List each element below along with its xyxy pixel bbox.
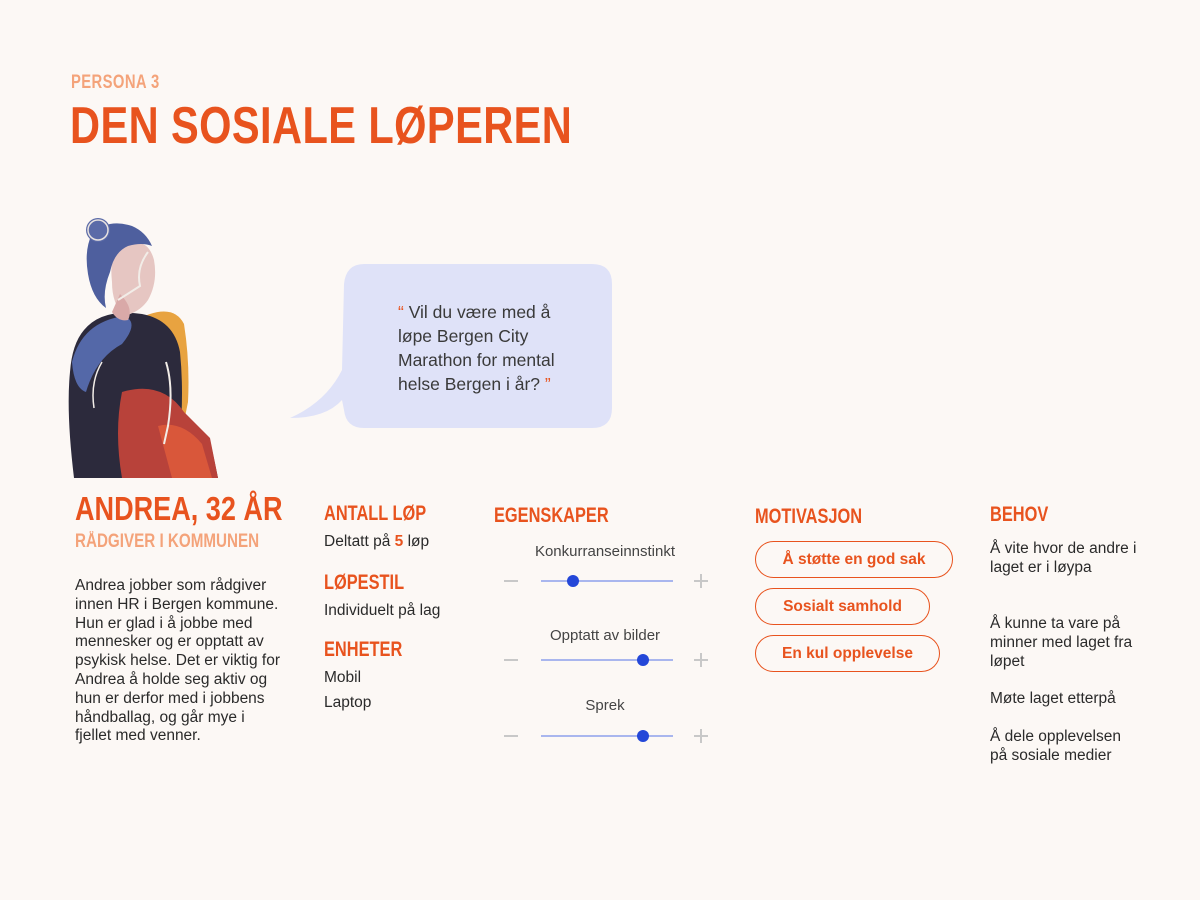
quote-close-mark: ” (544, 374, 551, 394)
persona-avatar-illustration (62, 212, 230, 482)
devices-title: ENHETER (324, 638, 403, 661)
persona-kicker: PERSONA 3 (71, 72, 160, 93)
persona-role: RÅDGIVER I KOMMUNEN (75, 531, 260, 552)
races-prefix: Deltatt på (324, 533, 395, 550)
motivation-pill[interactable]: En kul opplevelse (755, 635, 940, 672)
slider-thumb[interactable] (637, 654, 649, 666)
slider-label: Sprek (585, 697, 625, 714)
minus-icon[interactable] (503, 728, 519, 744)
needs-title: BEHOV (990, 503, 1049, 526)
races-suffix: løp (403, 533, 430, 550)
races-count: 5 (394, 533, 404, 550)
running-style-value: Individuelt på lag (324, 602, 441, 619)
traits-title: EGENSKAPER (494, 504, 609, 527)
races-count-text (324, 532, 429, 551)
slider-track[interactable] (541, 735, 673, 737)
motivation-pill[interactable]: Å støtte en god sak (755, 541, 953, 578)
minus-icon[interactable] (503, 573, 519, 589)
need-item: Å dele opplevelsen på sosiale medier (990, 728, 1121, 764)
quote-text: Vil du være med å løpe Bergen City Marathon for mental helse Bergen i år? (398, 302, 555, 394)
races-title: ANTALL LØP (324, 502, 427, 525)
device-item: Mobil (324, 669, 362, 686)
persona-bio: Andrea jobber som rådgiver innen HR i Bergen kommune. Hun er glad i å jobbe med mennesker og er opptatt av psykisk helse. Det er viktig for Andrea å holde seg aktiv og hun er derfor med i jobbens håndballag, og går mye i fjellet med venner. (75, 577, 281, 745)
plus-icon[interactable] (693, 652, 709, 668)
slider-track[interactable] (541, 659, 673, 661)
quote-open-mark: “ (398, 302, 404, 322)
motivation-title: MOTIVASJON (755, 505, 863, 528)
need-item: Møte laget etterpå (990, 690, 1116, 707)
slider-label: Opptatt av bilder (549, 627, 661, 644)
slider-label: Konkurranseinnstinkt (534, 543, 676, 560)
plus-icon[interactable] (693, 728, 709, 744)
need-item: Å vite hvor de andre i laget er i løypa (990, 540, 1137, 576)
device-item: Laptop (324, 694, 372, 711)
persona-quote (398, 300, 588, 396)
slider-thumb[interactable] (567, 575, 579, 587)
persona-name: ANDREA, 32 ÅR (75, 490, 283, 527)
plus-icon[interactable] (693, 573, 709, 589)
motivation-pill[interactable]: Sosialt samhold (755, 588, 930, 625)
minus-icon[interactable] (503, 652, 519, 668)
slider-thumb[interactable] (637, 730, 649, 742)
page-title: DEN SOSIALE LØPEREN (70, 97, 573, 155)
slider-track[interactable] (541, 580, 673, 582)
running-style-title: LØPESTIL (324, 571, 405, 594)
need-item: Å kunne ta vare på minner med laget fra løpet (990, 615, 1133, 670)
